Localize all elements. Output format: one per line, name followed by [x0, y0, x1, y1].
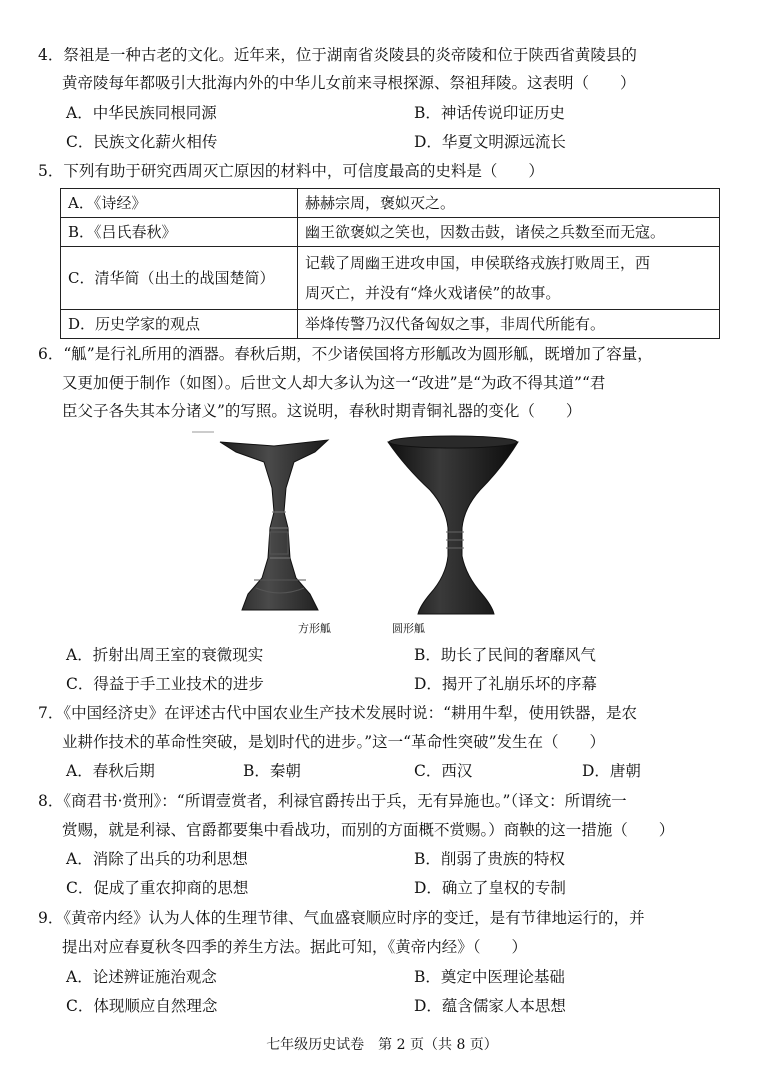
content-cell	[298, 247, 720, 310]
question-9-option-b: B．奠定中医理论基础	[414, 968, 565, 986]
question-9-stem-line2: 提出对应春夏秋冬四季的养生方法。据此可知，《黄帝内经》（ ）	[62, 938, 528, 956]
question-6-option-a: A．折射出周王室的衰微现实	[66, 646, 264, 664]
round-gu-caption: 圆形觚	[392, 622, 425, 635]
question-8-stem-line2: 赏赐，就是利禄、官爵都要集中看战功，而别的方面概不赏赐。）商鞅的这一措施（ ）	[62, 821, 675, 839]
question-6-option-d: D．揭开了礼崩乐坏的序幕	[414, 675, 597, 693]
source-cell: A．《诗经》	[61, 189, 298, 218]
question-8-stem-line1: 8．《商君书·赏刑》：“所谓壹赏者，利禄官爵抟出于兵，无有异施也。”（译文：所谓统一	[38, 792, 627, 810]
content-text: 幽王欲褒姒之笑也，因数击鼓，诸侯之兵数至而无寇。	[305, 223, 666, 241]
content-text: 周灭亡，并没有“烽火戏诸侯”的故事。	[305, 284, 561, 302]
question-4-stem-line2: 黄帝陵每年都吸引大批海内外的中华儿女前来寻根探源、祭祖拜陵。这表明（ ）	[62, 74, 636, 92]
table-row	[61, 247, 720, 310]
bronze-gu-figure	[190, 428, 570, 636]
content-text: 记载了周幽王进攻申国，申侯联络戎族打败周王，西	[305, 254, 651, 272]
question-7-option-a: A．春秋后期	[66, 762, 155, 780]
content-cell	[298, 218, 720, 247]
question-6-option-b: B．助长了民间的奢靡风气	[414, 646, 596, 664]
square-gu-vessel	[220, 440, 328, 610]
question-4-option-a: A．中华民族同根同源	[66, 104, 217, 122]
question-9-option-d: D．蕴含儒家人本思想	[414, 997, 566, 1015]
question-8-option-c: C．促成了重农抑商的思想	[66, 879, 249, 897]
question-6-option-c: C．得益于手工业技术的进步	[66, 675, 264, 693]
table-row	[61, 310, 720, 339]
content-cell	[298, 189, 720, 218]
question-4-option-c: C．民族文化薪火相传	[66, 133, 218, 151]
question-4-option-b: B．神话传说印证历史	[414, 104, 565, 122]
question-5-stem: 5．下列有助于研究西周灭亡原因的材料中，可信度最高的史料是（ ）	[38, 162, 544, 180]
question-7-option-d: D．唐朝	[582, 762, 641, 780]
round-gu-vessel	[388, 436, 518, 614]
table-row	[61, 218, 720, 247]
question-7-option-c: C．西汉	[414, 762, 473, 780]
question-8-option-b: B．削弱了贵族的特权	[414, 850, 565, 868]
content-cell	[298, 310, 720, 339]
question-4-stem-line1: 4．祭祖是一种古老的文化。近年来，位于湖南省炎陵县的炎帝陵和位于陕西省黄陵县的	[38, 46, 637, 64]
question-7-stem-line1: 7．《中国经济史》在评述古代中国农业生产技术发展时说：“耕用牛犁，使用铁器，是农	[38, 704, 638, 722]
page-footer: 七年级历史试卷 第 2 页（共 8 页）	[266, 1037, 498, 1053]
question-6-stem-line2: 又更加便于制作（如图）。后世文人却大多认为这一“改进”是“为政不得其道”“君	[62, 374, 606, 392]
question-8-option-a: A．消除了出兵的功利思想	[66, 850, 248, 868]
question-9-stem-line1: 9．《黄帝内经》认为人体的生理节律、气血盛衰顺应时序的变迁，是有节律地运行的，并	[38, 909, 645, 927]
content-text: 举烽传警乃汉代备匈奴之事，非周代所能有。	[305, 315, 606, 333]
question-4-option-d: D．华夏文明源远流长	[414, 133, 566, 151]
question-8-option-d: D．确立了皇权的专制	[414, 879, 566, 897]
source-cell: C．清华简（出土的战国楚简）	[61, 247, 298, 310]
source-table	[60, 188, 720, 339]
square-gu-caption: 方形觚	[298, 622, 331, 635]
table-row	[61, 189, 720, 218]
question-6-stem-line1: 6．“觚”是行礼所用的酒器。春秋后期，不少诸侯国将方形觚改为圆形觚，既增加了容量，	[38, 345, 653, 363]
question-9-option-a: A．论述辨证施治观念	[66, 968, 217, 986]
source-cell: D．历史学家的观点	[61, 310, 298, 339]
bronze-vessels-illustration	[190, 428, 570, 636]
question-7-stem-line2: 业耕作技术的革命性突破，是划时代的进步。”这一“革命性突破”发生在（ ）	[62, 733, 606, 751]
question-6-stem-line3: 臣父子各失其本分诸义”的写照。这说明，春秋时期青铜礼器的变化（ ）	[62, 402, 582, 420]
question-7-option-b: B．秦朝	[243, 762, 301, 780]
question-9-option-c: C．体现顺应自然理念	[66, 997, 218, 1015]
content-text: 赫赫宗周，褒姒灭之。	[305, 194, 456, 212]
source-cell: B．《吕氏春秋》	[61, 218, 298, 247]
